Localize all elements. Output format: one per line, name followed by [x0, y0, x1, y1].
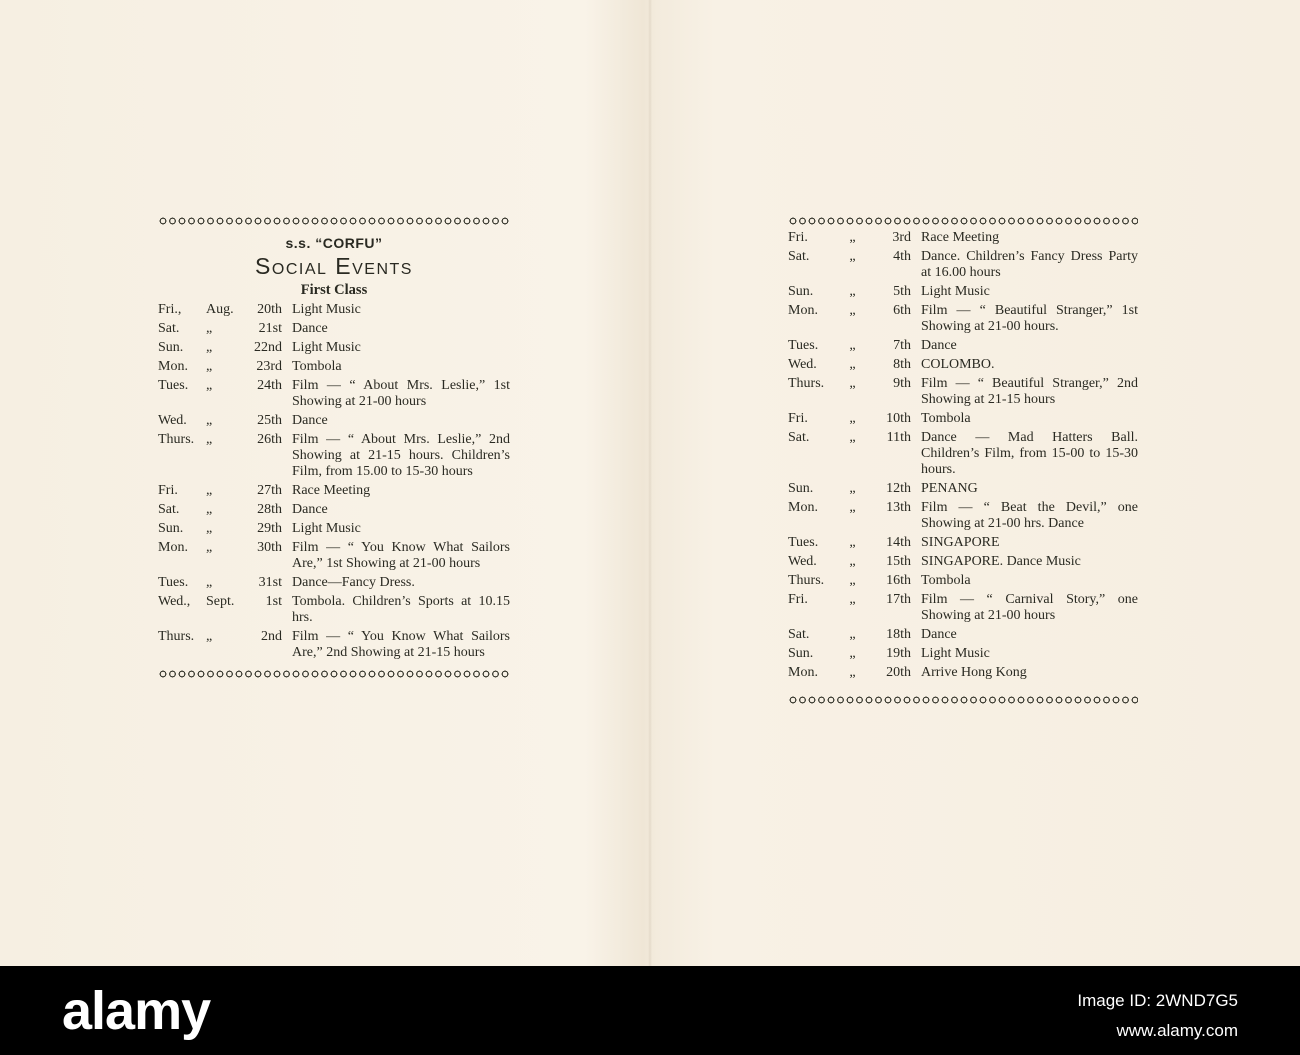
event-month: „ [206, 483, 213, 498]
event-day: Sun. [158, 521, 184, 536]
image-url: www.alamy.com [1116, 1021, 1238, 1040]
event-row [788, 554, 1138, 570]
event-day: Tues. [158, 575, 189, 590]
event-row [158, 413, 510, 429]
event-row [788, 430, 1138, 478]
event-date: 3rd [892, 230, 911, 245]
event-date: 4th [893, 249, 911, 264]
event-month: Sept. [206, 594, 235, 609]
page-title: Social Events [255, 253, 413, 279]
event-row [788, 481, 1138, 497]
decorative-border-top [788, 216, 1138, 226]
event-month: „ [849, 338, 856, 353]
event-day: Wed. [158, 413, 187, 428]
event-month: „ [206, 378, 213, 393]
event-description: Light Music [921, 646, 990, 661]
event-date: 30th [257, 540, 282, 555]
event-date: 29th [257, 521, 282, 536]
event-date: 16th [886, 573, 911, 588]
event-day: Thurs. [158, 432, 195, 447]
event-date: 19th [886, 646, 911, 661]
event-day: Thurs. [788, 376, 825, 391]
event-row [788, 230, 1138, 246]
event-date: 7th [893, 338, 911, 353]
footer-bar [0, 966, 1300, 1055]
event-month: „ [849, 665, 856, 680]
event-row [158, 594, 510, 626]
event-month: „ [849, 376, 856, 391]
event-day: Fri. [788, 592, 808, 607]
event-date: 6th [893, 303, 911, 318]
event-day: Mon. [788, 303, 818, 318]
event-month: „ [849, 284, 856, 299]
event-month: „ [849, 249, 856, 264]
event-date: 21st [258, 321, 282, 336]
event-month: „ [206, 359, 213, 374]
event-month: „ [206, 340, 213, 355]
event-day: Sun. [788, 481, 814, 496]
event-day: Wed. [788, 357, 817, 372]
event-description: Light Music [921, 284, 990, 299]
event-description: Light Music [292, 340, 361, 355]
event-description: Dance. Children’s Fancy Dress Party at 16.00 hours [921, 249, 1138, 280]
event-row [158, 483, 510, 499]
event-month: „ [849, 627, 856, 642]
event-row [158, 432, 510, 480]
event-date: 13th [886, 500, 911, 515]
event-month: „ [206, 629, 213, 644]
event-description: Tombola [921, 573, 971, 588]
event-list [158, 302, 510, 661]
event-description: Dance — Mad Hatters Ball. Children’s Film, from 15-00 to 15-30 hours. [921, 430, 1138, 477]
event-description: Dance [292, 413, 328, 428]
event-row [788, 665, 1138, 681]
event-description: Tombola [292, 359, 342, 374]
event-row [788, 411, 1138, 427]
event-row [788, 338, 1138, 354]
event-date: 27th [257, 483, 282, 498]
event-description: Light Music [292, 302, 361, 317]
event-row [158, 359, 510, 375]
event-description: Film — “ About Mrs. Leslie,” 2nd Showing at 21-15 hours. Children’s Film, from 15.00 to 15-30 hours [292, 432, 510, 479]
event-day: Fri., [158, 302, 182, 317]
event-row [788, 500, 1138, 532]
event-day: Sun. [158, 340, 184, 355]
event-description: Film — “ Beat the Devil,” one Showing at 21-00 hrs. Dance [921, 500, 1138, 531]
event-description: COLOMBO. [921, 357, 995, 372]
event-row [788, 573, 1138, 589]
event-date: 15th [886, 554, 911, 569]
event-row [158, 378, 510, 410]
event-description: PENANG [921, 481, 978, 496]
event-day: Wed. [788, 554, 817, 569]
event-date: 11th [886, 430, 911, 445]
event-row [788, 535, 1138, 551]
event-day: Tues. [788, 338, 819, 353]
event-date: 20th [257, 302, 282, 317]
ship-name: s.s. “CORFU” [285, 235, 383, 251]
event-row [788, 249, 1138, 281]
event-row [788, 376, 1138, 408]
event-description: Film — “ You Know What Sailors Are,” 1st Showing at 21-00 hours [292, 540, 510, 571]
event-day: Sat. [788, 249, 810, 264]
event-description: SINGAPORE [921, 535, 1000, 550]
event-row [788, 646, 1138, 662]
event-description: Tombola. Children’s Sports at 10.15 hrs. [292, 594, 510, 625]
event-day: Thurs. [158, 629, 195, 644]
event-day: Sat. [158, 321, 180, 336]
event-row [158, 521, 510, 537]
event-date: 10th [886, 411, 911, 426]
event-day: Sat. [158, 502, 180, 517]
event-description: Film — “ You Know What Sailors Are,” 2nd Showing at 21-15 hours [292, 629, 510, 660]
event-month: „ [849, 646, 856, 661]
event-row [158, 340, 510, 356]
event-month: „ [849, 303, 856, 318]
event-description: Dance [921, 338, 957, 353]
event-month: „ [849, 481, 856, 496]
event-row [158, 629, 510, 661]
event-description: Race Meeting [921, 230, 1000, 245]
event-description: Dance [921, 627, 957, 642]
event-date: 9th [893, 376, 911, 391]
event-month: „ [849, 500, 856, 515]
event-day: Wed., [158, 594, 191, 609]
event-day: Mon. [158, 540, 188, 555]
event-date: 24th [257, 378, 282, 393]
event-row [788, 303, 1138, 335]
event-month: „ [206, 521, 213, 536]
event-day: Thurs. [788, 573, 825, 588]
event-description: Film — “ Beautiful Stranger,” 2nd Showing at 21-15 hours [921, 376, 1138, 407]
event-row [788, 592, 1138, 624]
event-description: Film — “ Beautiful Stranger,” 1st Showing at 21-00 hours. [921, 303, 1138, 334]
event-row [788, 284, 1138, 300]
event-month: „ [206, 413, 213, 428]
event-description: Dance [292, 502, 328, 517]
event-date: 22nd [254, 340, 282, 355]
left-page [158, 216, 510, 679]
event-row [158, 302, 510, 318]
event-description: Light Music [292, 521, 361, 536]
event-row [158, 540, 510, 572]
right-page [788, 216, 1138, 705]
event-date: 12th [886, 481, 911, 496]
event-day: Mon. [788, 665, 818, 680]
event-day: Fri. [788, 230, 808, 245]
alamy-logo: alamy [62, 981, 211, 1041]
event-month: „ [206, 432, 213, 447]
event-day: Sat. [788, 627, 810, 642]
image-id: Image ID: 2WND7G5 [1077, 991, 1238, 1010]
event-day: Tues. [788, 535, 819, 550]
event-day: Sun. [788, 646, 814, 661]
event-day: Sun. [788, 284, 814, 299]
event-description: Film — “ Carnival Story,” one Showing at 21-00 hours [921, 592, 1138, 623]
event-list [788, 230, 1138, 681]
event-date: 26th [257, 432, 282, 447]
event-description: Tombola [921, 411, 971, 426]
event-month: „ [849, 535, 856, 550]
event-month: „ [206, 502, 213, 517]
event-description: SINGAPORE. Dance Music [921, 554, 1081, 569]
event-month: „ [849, 411, 856, 426]
event-day: Mon. [158, 359, 188, 374]
event-month: „ [206, 575, 213, 590]
event-month: „ [849, 573, 856, 588]
event-date: 20th [886, 665, 911, 680]
event-date: 14th [886, 535, 911, 550]
page-fold [648, 0, 652, 966]
event-month: Aug. [206, 302, 234, 317]
event-day: Tues. [158, 378, 189, 393]
event-month: „ [849, 430, 856, 445]
event-day: Fri. [158, 483, 178, 498]
decorative-border-top [158, 216, 510, 226]
event-month: „ [849, 554, 856, 569]
event-row [788, 357, 1138, 373]
event-day: Fri. [788, 411, 808, 426]
event-row [158, 575, 510, 591]
event-description: Race Meeting [292, 483, 371, 498]
event-row [158, 321, 510, 337]
event-month: „ [206, 321, 213, 336]
event-description: Dance—Fancy Dress. [292, 575, 415, 590]
page-subtitle: First Class [300, 282, 368, 298]
event-date: 25th [257, 413, 282, 428]
decorative-border-bottom [788, 695, 1138, 705]
event-day: Sat. [788, 430, 810, 445]
event-date: 23rd [256, 359, 282, 374]
event-description: Film — “ About Mrs. Leslie,” 1st Showing at 21-00 hours [292, 378, 510, 409]
event-month: „ [849, 592, 856, 607]
event-month: „ [849, 357, 856, 372]
event-date: 1st [265, 594, 282, 609]
event-month: „ [206, 540, 213, 555]
event-date: 5th [893, 284, 911, 299]
event-date: 2nd [261, 629, 282, 644]
event-day: Mon. [788, 500, 818, 515]
event-date: 28th [257, 502, 282, 517]
event-month: „ [849, 230, 856, 245]
event-row [788, 627, 1138, 643]
event-date: 18th [886, 627, 911, 642]
event-description: Arrive Hong Kong [921, 665, 1027, 680]
decorative-border-bottom [158, 669, 510, 679]
event-date: 17th [886, 592, 911, 607]
event-description: Dance [292, 321, 328, 336]
event-date: 31st [258, 575, 282, 590]
event-row [158, 502, 510, 518]
event-date: 8th [893, 357, 911, 372]
